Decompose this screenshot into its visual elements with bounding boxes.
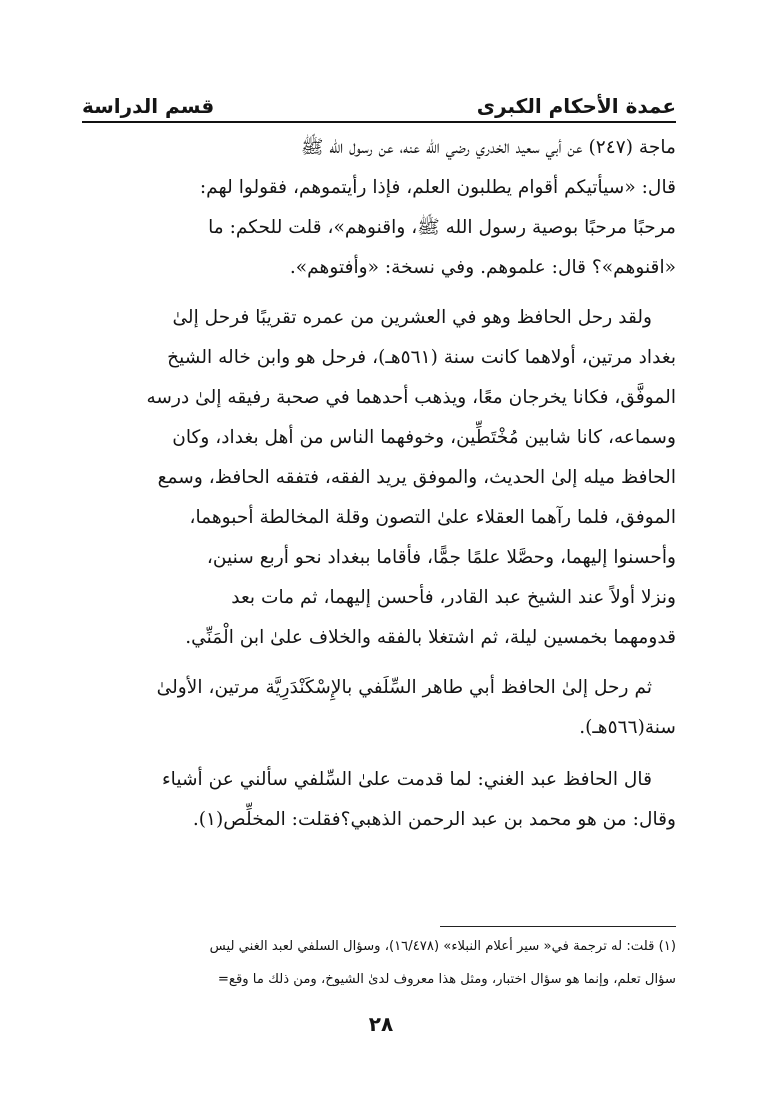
text-line: قدومهما بخمسين ليلة، ثم اشتغلا بالفقه والخلاف علىٰ ابن الْمَنِّي. [185, 627, 676, 648]
text-line: الموفق، فلما رآهما العقلاء علىٰ التصون وقلة المخالطة أحبوهما، [189, 507, 676, 528]
footnote-rule [440, 926, 676, 927]
text-line: وقال: من هو محمد بن عبد الرحمن الذهبي؟فقلت: المخلِّص(١). [192, 809, 676, 830]
text-line: الموفَّق، فكانا يخرجان معًا، ويذهب أحدهما في صحبة رفيقه إلىٰ درسه [146, 387, 676, 408]
text-line: ونزلا أولاً عند الشيخ عبد القادر، فأحسن إليهما، ثم مات بعد [231, 587, 676, 608]
text-line: ولقد رحل الحافظ وهو في العشرين من عمره تقريبًا فرحل إلىٰ [172, 307, 652, 328]
footnote [82, 930, 676, 996]
footnote-line: (١) قلت: له ترجمة في« سير أعلام النبلاء» (١٦/٤٧٨)، وسؤال السلفي لعبد الغني ليس [209, 939, 676, 954]
paragraph-travel-baghdad [82, 298, 676, 658]
text-line: وأحسنوا إليهما، وحصَّلا علمًا جمًّا، فأقاما ببغداد نحو أربع سنين، [206, 547, 676, 568]
text-line: ماجة (٢٤٧) عن أبي سعيد الخدري رضي الله عنه، عن رسول الله ﷺ [300, 137, 676, 158]
running-header [82, 84, 676, 118]
paragraph-gap [82, 658, 676, 668]
book-title: عمدة الأحكام الكبرى [476, 94, 676, 118]
section-title: قسم الدراسة [82, 94, 215, 118]
paragraph-gap [82, 288, 676, 298]
text-line: بغداد مرتين، أولاهما كانت سنة (٥٦١هـ)، فرحل هو وابن خاله الشيخ [167, 347, 676, 368]
text-line: قال: «سيأتيكم أقوام يطلبون العلم، فإذا رأيتموهم، فقولوا لهم: [199, 177, 676, 198]
paragraph-alexandria [82, 668, 676, 748]
header-rule [82, 121, 676, 123]
text-line: وسماعه، كانا شابين مُخْتَطِّين، وخوفهما الناس من أهل بغداد، وكان [172, 427, 676, 448]
text-line: قال الحافظ عبد الغني: لما قدمت علىٰ السِّلفي سألني عن أشياء [161, 769, 652, 790]
footnote-line: سؤال تعلم، وإنما هو سؤال اختبار، ومثل هذا معروف لدىٰ الشيوخ، ومن ذلك ما وقع= [217, 972, 676, 987]
main-text [82, 128, 676, 840]
paragraph-gap [82, 748, 676, 760]
text-line: «اقنوهم»؟ قال: علموهم. وفي نسخة: «وأفتوهم». [289, 257, 676, 278]
paragraph-silafi [82, 760, 676, 840]
text-line: مرحبًا مرحبًا بوصية رسول الله ﷺ، واقنوهم»، قلت للحكم: ما [208, 217, 676, 238]
paragraph-hadith [82, 128, 676, 288]
text-line: الحافظ ميله إلىٰ الحديث، والموفق يريد الفقه، فتفقه الحافظ، وسمع [157, 467, 676, 488]
text-line: سنة(٥٦٦هـ). [579, 717, 676, 738]
text-line: ثم رحل إلىٰ الحافظ أبي طاهر السِّلَفي بالإِسْكَنْدَرِيَّة مرتين، الأولىٰ [156, 677, 652, 698]
page-number: ٢٨ [368, 1012, 394, 1036]
